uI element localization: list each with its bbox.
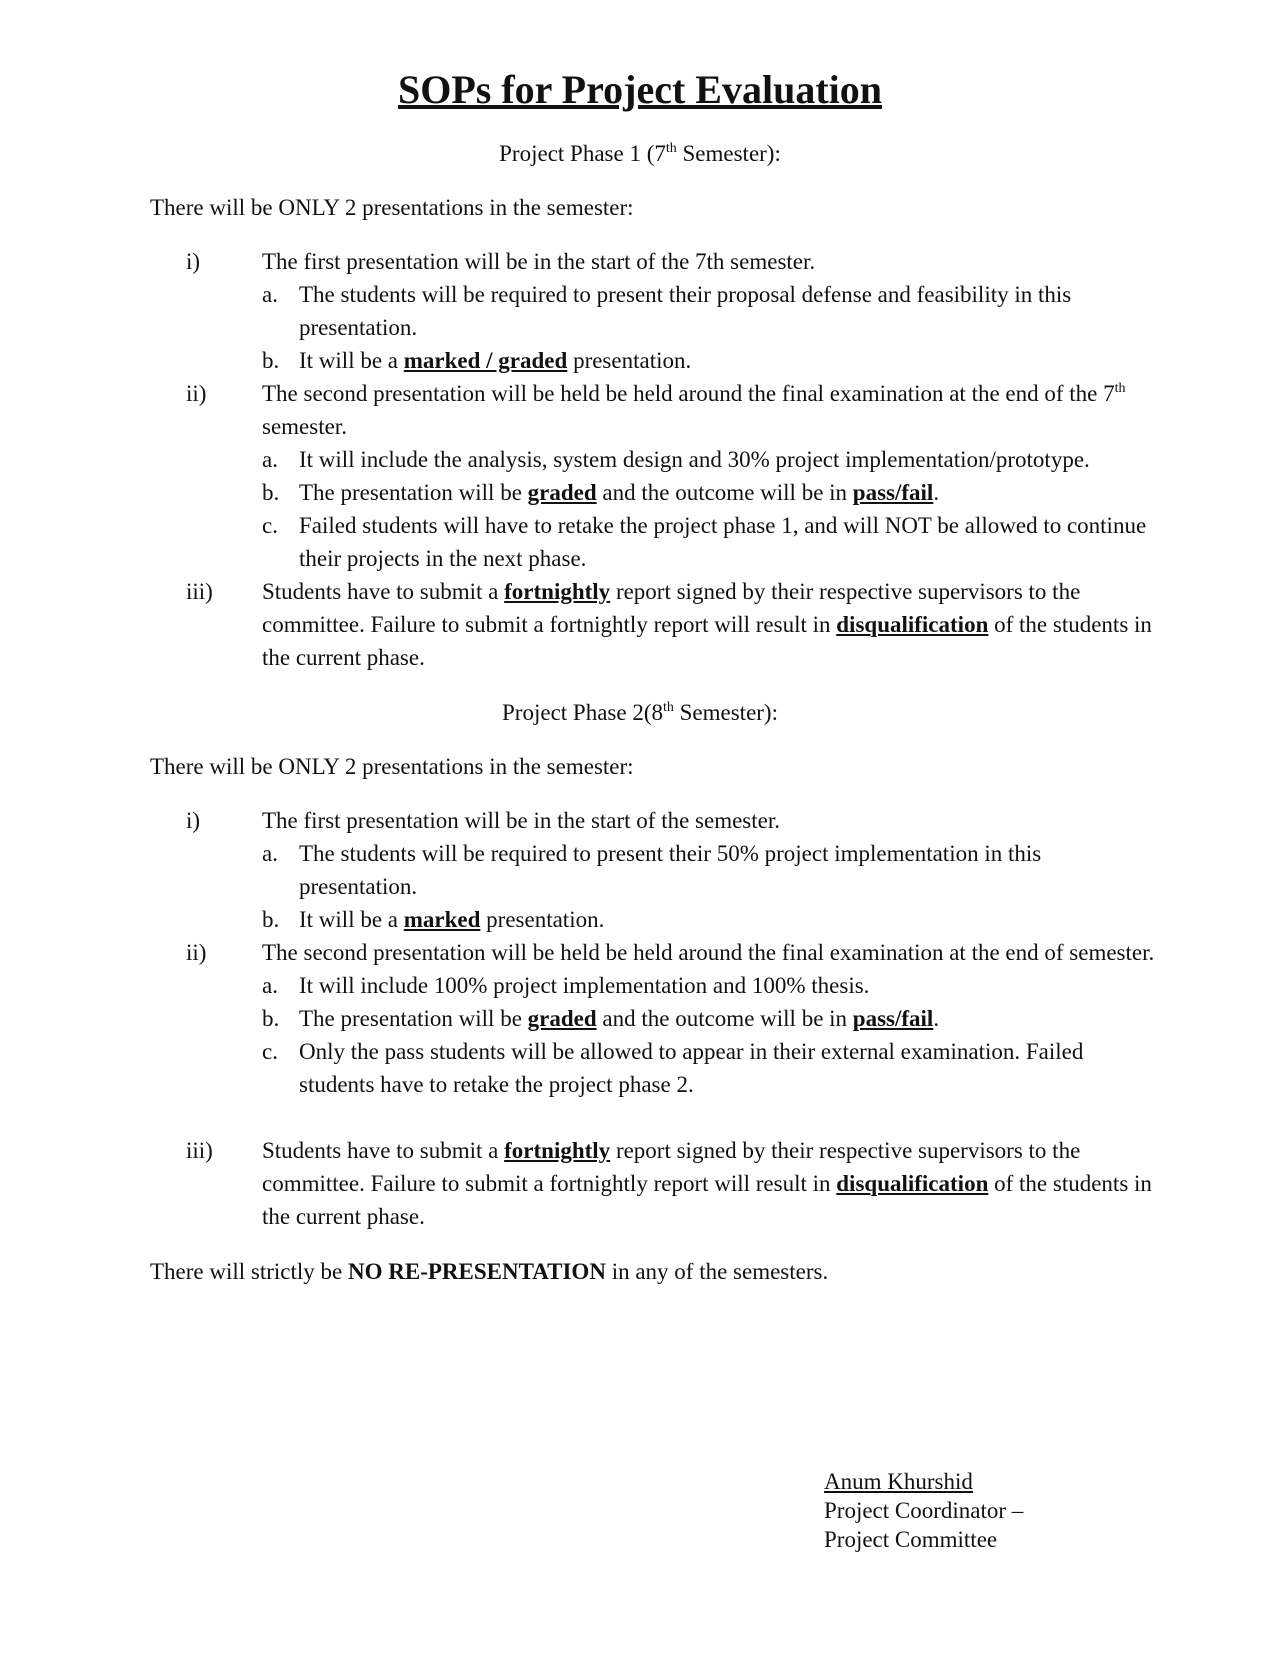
item-number: i) [186, 249, 201, 274]
sub-letter: b. [262, 480, 280, 505]
sub-letter: b. [262, 1006, 280, 1031]
sub-item [262, 1035, 1160, 1101]
phase2-intro: There will be ONLY 2 presentations in the semester: [150, 754, 634, 779]
sub-text: The students will be required to present their 50% project implementation in this presentation. [299, 841, 1042, 899]
sub-text: The students will be required to present their proposal defense and feasibility in this presentation. [299, 282, 1072, 340]
phase2-item-ii [150, 936, 1160, 1101]
item-text: The second presentation will be held be held around the final examination at the end of the 7th semester. [262, 381, 1126, 439]
signatory-role: Project Coordinator – [824, 1498, 1024, 1523]
emphasis-text: disqualification [836, 1171, 989, 1196]
signature-block [824, 1467, 1023, 1554]
sub-item [262, 443, 1160, 476]
sub-text: Only the pass students will be allowed to appear in their external examination. Failed students have to retake the project phase 2. [299, 1039, 1084, 1097]
phase2-item-i [150, 804, 1160, 936]
item-text: The first presentation will be in the start of the semester. [262, 808, 780, 833]
emphasis-text: graded [527, 480, 597, 505]
phase1-item-i [150, 245, 1160, 377]
sub-text: Failed students will have to retake the project phase 1, and will NOT be allowed to continue their projects in the next phase. [299, 513, 1147, 571]
sub-item: b. It will be a marked / graded presentation. [262, 344, 1160, 377]
sub-item: b. The presentation will be graded and the outcome will be in pass/fail. [262, 476, 1160, 509]
sub-item: b. It will be a marked presentation. [262, 903, 1160, 936]
item-text: Students have to submit a fortnightly report signed by their respective supervisors to the committee. Failure to submit a fortnightly report will result in disqualification of the students in the current phase. [262, 579, 1152, 670]
item-text: The second presentation will be held be held around the final examination at the end of semester. [262, 940, 1155, 965]
page-title: SOPs for Project Evaluation [397, 67, 883, 112]
signatory-name: Anum Khurshid [824, 1469, 973, 1494]
item-number: ii) [186, 940, 207, 965]
sub-letter: a. [262, 282, 278, 307]
sub-item: b. The presentation will be graded and the outcome will be in pass/fail. [262, 1002, 1160, 1035]
item-number: iii) [186, 579, 213, 604]
sub-item [262, 509, 1160, 575]
sub-item [262, 837, 1160, 903]
signatory-committee: Project Committee [824, 1527, 998, 1552]
emphasis-text: pass/fail [852, 1006, 934, 1031]
emphasis-text: pass/fail [852, 480, 934, 505]
emphasis-text: marked [403, 907, 481, 932]
emphasis-text: marked / graded [403, 348, 568, 373]
sub-letter: c. [262, 1039, 278, 1064]
phase1-item-iii [150, 575, 1160, 674]
phase2-item-iii [150, 1134, 1160, 1233]
emphasis-text: fortnightly [504, 1138, 611, 1163]
emphasis-text: graded [527, 1006, 597, 1031]
emphasis-text: disqualification [836, 612, 989, 637]
sub-text: It will include 100% project implementation and 100% thesis. [299, 973, 870, 998]
emphasis-text: NO RE-PRESENTATION [348, 1259, 606, 1284]
item-text: The first presentation will be in the start of the 7th semester. [262, 249, 816, 274]
sub-text: It will include the analysis, system design and 30% project implementation/prototype. [299, 447, 1090, 472]
sub-letter: a. [262, 841, 278, 866]
item-number: ii) [186, 381, 207, 406]
sub-letter: a. [262, 447, 278, 472]
sub-letter: b. [262, 907, 280, 932]
phase1-intro: There will be ONLY 2 presentations in the semester: [150, 195, 634, 220]
item-number: iii) [186, 1138, 213, 1163]
sub-letter: a. [262, 973, 278, 998]
sub-letter: b. [262, 348, 280, 373]
phase1-heading: Project Phase 1 (7th Semester): [499, 141, 781, 166]
sub-item [262, 278, 1160, 344]
closing-statement: There will strictly be NO RE-PRESENTATION in any of the semesters. [150, 1259, 829, 1284]
sub-item [262, 969, 1160, 1002]
emphasis-text: fortnightly [504, 579, 611, 604]
sub-letter: c. [262, 513, 278, 538]
item-text: Students have to submit a fortnightly report signed by their respective supervisors to the committee. Failure to submit a fortnightly report will result in disqualification of the students in the current phase. [262, 1138, 1152, 1229]
phase1-item-ii [150, 377, 1160, 575]
item-number: i) [186, 808, 201, 833]
phase2-heading: Project Phase 2(8th Semester): [502, 700, 778, 725]
